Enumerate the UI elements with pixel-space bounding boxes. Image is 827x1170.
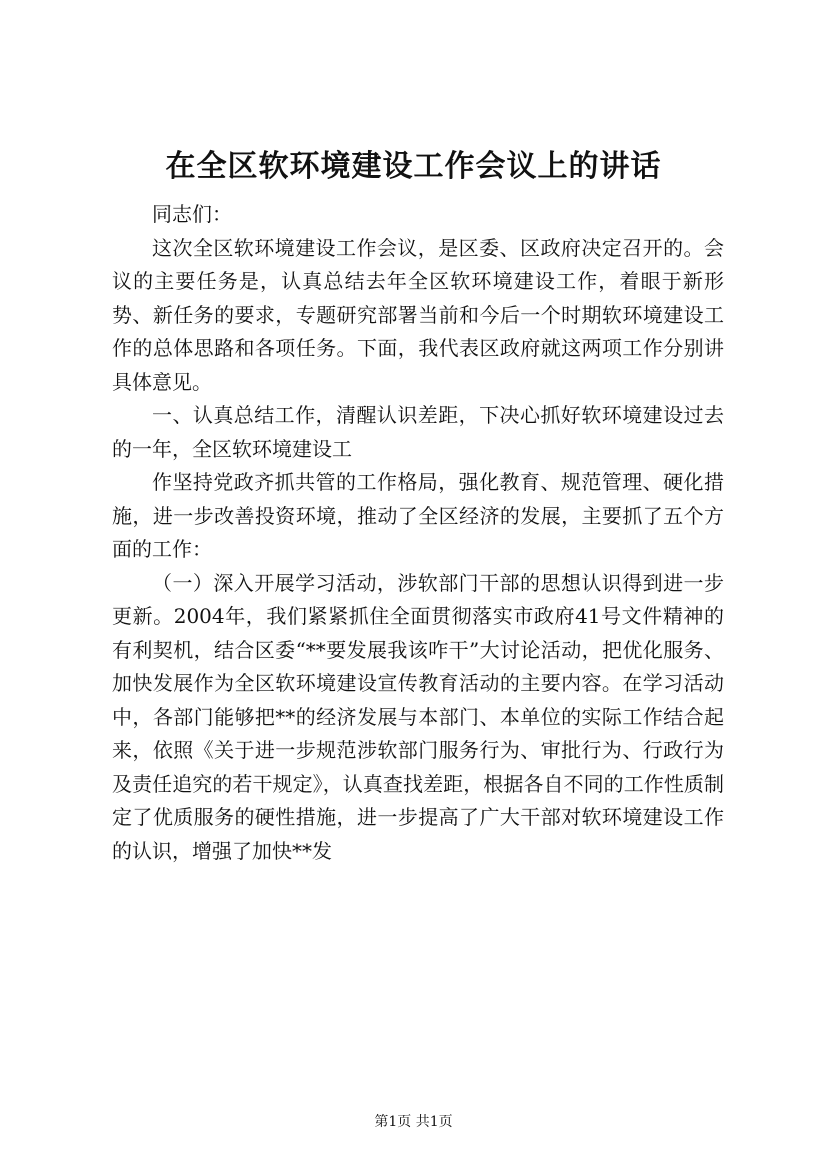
section-heading-paragraph: 一、认真总结工作，清醒认识差距，下决心抓好软环境建设过去的一年，全区软环境建设工 xyxy=(112,403,724,461)
document-title: 在全区软环境建设工作会议上的讲话 xyxy=(165,149,662,184)
body-paragraph: 这次全区软环境建设工作会议，是区委、区政府决定召开的。会议的主要任务是，认真总结去年全区软环境建设工作，着眼于新形势、新任务的要求，专题研究部署当前和今后一个时期软环境建设工作的总体思路和各项任务。下面，我代表区政府就这两项工作分别讲具体意见。 xyxy=(112,235,724,394)
page-footer: 第1页 共1页 xyxy=(374,1114,453,1130)
document-body xyxy=(112,198,724,868)
body-paragraph: （一）深入开展学习活动，涉软部门干部的思想认识得到进一步更新。2004年，我们紧紧抓住全面贯彻落实市政府41号文件精神的有利契机，结合区委“**要发展我该咋干”大讨论活动，把优化服务、加快发展作为全区软环境建设宣传教育活动的主要内容。在学习活动中，各部门能够把**的经济发展与本部门、本单位的实际工作结合起来，依照《关于进一步规范涉软部门服务行为、审批行为、行政行为及责任追究的若干规定》，认真查找差距，根据各自不同的工作性质制定了优质服务的硬性措施，进一步提高了广大干部对软环境建设工作的认识，增强了加快**发 xyxy=(112,570,724,863)
body-paragraph: 作坚持党政齐抓共管的工作格局，强化教育、规范管理、硬化措施，进一步改善投资环境，推动了全区经济的发展，主要抓了五个方面的工作： xyxy=(112,470,724,561)
salutation: 同志们： xyxy=(152,202,232,226)
